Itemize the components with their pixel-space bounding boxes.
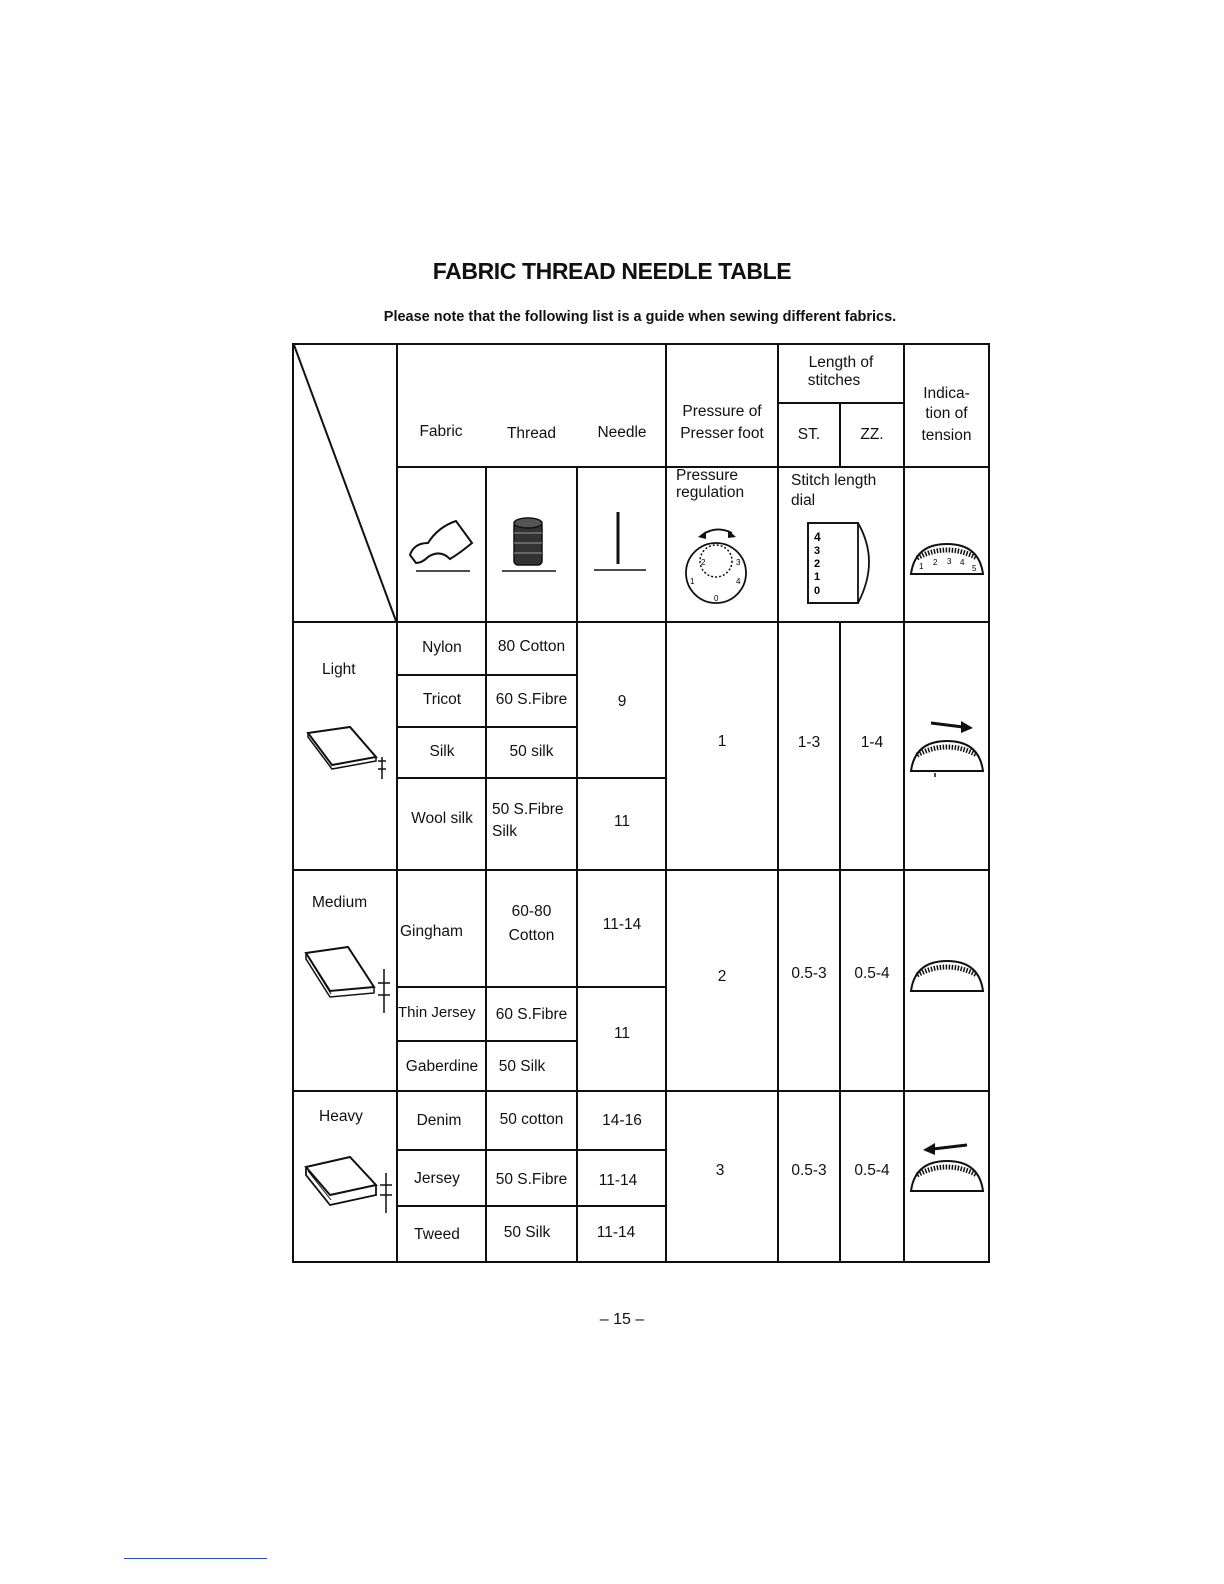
needle-denim: 14-16: [602, 1112, 642, 1129]
header-pressure-2: Presser foot: [680, 425, 764, 442]
header-thread: Thread: [506, 425, 557, 442]
st-medium: 0.5-3: [791, 965, 827, 982]
row-line-l1: [396, 674, 578, 676]
fabric-table: [292, 343, 990, 1263]
fabric-tricot: Tricot: [422, 691, 462, 708]
pressure-heavy: 3: [715, 1162, 725, 1179]
table-border-right: [988, 343, 990, 1263]
header-indication-3: tension: [921, 427, 972, 444]
row-line-medium-heavy: [292, 1090, 990, 1092]
stitch-mark-3: 3: [814, 545, 821, 557]
tension-mark-1: 1: [919, 562, 924, 571]
tension-mark-3: 3: [947, 557, 952, 566]
thread-nylon: 80 Cotton: [497, 638, 566, 655]
fabric-tweed: Tweed: [414, 1226, 460, 1243]
thread-wool-silk-2: Silk: [492, 823, 517, 840]
tension-dial-heavy-icon: [907, 1137, 987, 1197]
col-line-fabric: [485, 467, 487, 1263]
fabric-gingham: Gingham: [400, 923, 463, 940]
page-title: FABRIC THREAD NEEDLE TABLE: [432, 258, 792, 284]
thread-tweed: 50 Silk: [503, 1224, 551, 1241]
thread-jersey: 50 S.Fibre: [495, 1171, 568, 1188]
needle-light-1: 9: [617, 693, 627, 710]
zz-medium: 0.5-4: [854, 965, 890, 982]
stitch-length-dial-icon: [802, 519, 882, 611]
thread-gingham-1: 60-80: [511, 903, 552, 920]
fabric-gaberdine: Gaberdine: [405, 1058, 479, 1075]
row-line-m2: [396, 1040, 578, 1042]
medium-fabric-icon: [300, 943, 394, 1015]
pressure-mark-2: 2: [701, 558, 706, 567]
tension-mark-5: 5: [972, 564, 977, 573]
needle-tweed: 11-14: [596, 1224, 636, 1241]
row-line-h2: [396, 1205, 667, 1207]
stitch-mark-4: 4: [814, 530, 821, 544]
stitch-mark-2: 2: [814, 558, 821, 570]
header-length-2: stitches: [807, 372, 861, 389]
tension-dial-medium-icon: [907, 955, 987, 997]
row-line-m1: [396, 986, 667, 988]
header-pressure-1: Pressure of: [682, 403, 762, 420]
thread-spool-icon: [498, 513, 564, 575]
header-zz: ZZ.: [860, 426, 884, 443]
tension-dial-light-icon: [907, 715, 987, 777]
thread-gaberdine: 50 Silk: [498, 1058, 546, 1075]
header-indication-1: Indica-: [923, 385, 970, 402]
header-stitch-dial-1: Stitch length: [791, 472, 877, 489]
fabric-thin-jersey: Thin Jersey: [398, 1004, 476, 1021]
heavy-fabric-icon: [300, 1151, 394, 1215]
thread-wool-silk-1: 50 S.Fibre: [492, 801, 564, 818]
header-pressure-regulation-2: regulation: [676, 484, 745, 501]
thread-denim: 50 cotton: [499, 1111, 564, 1128]
pressure-dial-icon: [684, 521, 754, 611]
tension-mark-2: 2: [933, 558, 938, 567]
needle-medium-1: 11-14: [602, 916, 642, 933]
tension-mark-4: 4: [960, 558, 965, 567]
pressure-mark-3: 3: [736, 558, 741, 567]
needle-light-2: 11: [613, 813, 631, 830]
needle-jersey: 11-14: [598, 1172, 638, 1189]
needle-icon: [590, 508, 650, 574]
row-line-l2: [396, 726, 578, 728]
row-line-h1: [396, 1149, 667, 1151]
st-heavy: 0.5-3: [791, 1162, 827, 1179]
tension-dial-icon: [907, 538, 987, 580]
row-line-length-sub: [777, 402, 905, 404]
header-st: ST.: [797, 426, 821, 443]
header-needle: Needle: [597, 424, 647, 441]
needle-medium-2: 11: [613, 1025, 631, 1042]
fabric-nylon: Nylon: [422, 639, 462, 656]
page-number: – 15 –: [599, 1311, 645, 1328]
header-stitch-dial-2: dial: [791, 492, 816, 509]
pressure-light: 1: [717, 733, 727, 750]
thread-tricot: 60 S.Fibre: [495, 691, 568, 708]
header-length-1: Length of: [808, 354, 874, 371]
fabric-silk: Silk: [429, 743, 455, 760]
pressure-mark-4: 4: [736, 577, 741, 586]
thread-thin-jersey: 60 S.Fibre: [495, 1006, 568, 1023]
light-fabric-icon: [302, 723, 394, 783]
fabric-jersey: Jersey: [414, 1170, 460, 1187]
pressure-medium: 2: [717, 968, 727, 985]
header-fabric: Fabric: [419, 423, 463, 440]
row-line-light-medium: [292, 869, 990, 871]
group-label-light: Light: [322, 661, 356, 678]
col-line-zz: [903, 343, 905, 1263]
header-indication-2: tion of: [925, 405, 968, 422]
fabric-icon: [400, 513, 482, 575]
col-line-thread: [576, 467, 578, 1263]
group-label-heavy: Heavy: [319, 1108, 363, 1125]
fabric-denim: Denim: [416, 1112, 462, 1129]
header-pressure-regulation-1: Pressure: [676, 467, 739, 484]
thread-gingham-2: Cotton: [508, 927, 555, 944]
corner-diagonal: [292, 343, 398, 623]
st-light: 1-3: [797, 734, 821, 751]
stitch-mark-0: 0: [814, 585, 821, 597]
thread-silk: 50 silk: [509, 743, 554, 760]
fabric-wool-silk: Wool silk: [411, 810, 473, 827]
row-line-l3: [396, 777, 667, 779]
pressure-mark-1: 1: [690, 577, 695, 586]
group-label-medium: Medium: [312, 894, 368, 911]
col-line-pressure: [777, 343, 779, 1263]
zz-light: 1-4: [860, 734, 884, 751]
footer-line: [124, 1558, 267, 1559]
stitch-mark-1: 1: [814, 571, 821, 583]
zz-heavy: 0.5-4: [854, 1162, 890, 1179]
page-subtitle: Please note that the following list is a guide when sewing different fabrics.: [383, 309, 897, 325]
pressure-mark-0: 0: [714, 594, 719, 603]
